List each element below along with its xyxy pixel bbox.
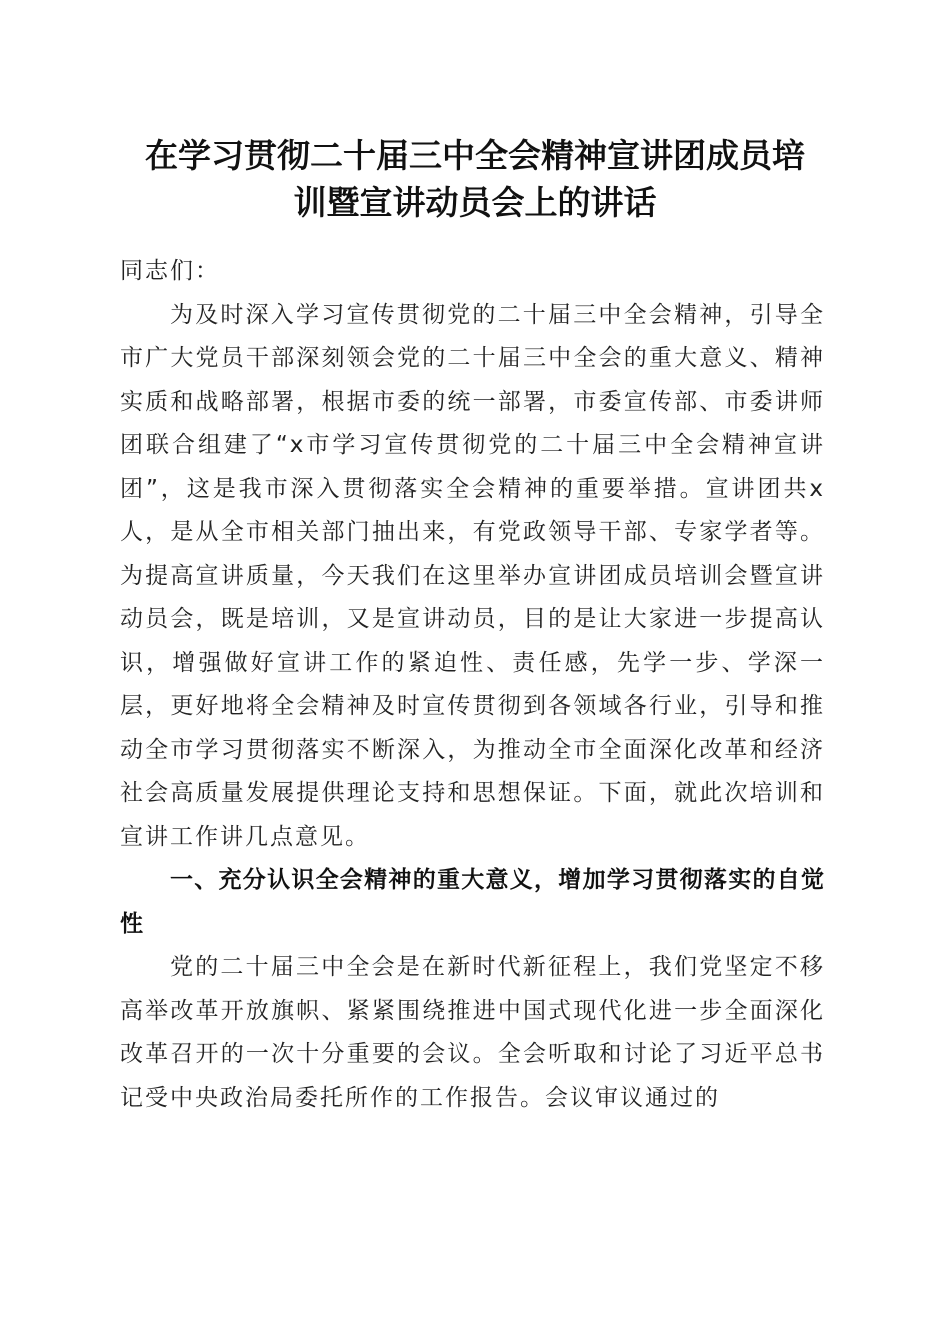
- title-line-1: 在学习贯彻二十届三中全会精神宣讲团成员培: [145, 136, 805, 175]
- section-heading-1: 一、充分认识全会精神的重大意义，增加学习贯彻落实的自觉性: [120, 867, 825, 937]
- document-body: [120, 250, 825, 1120]
- paragraph-intro: 为及时深入学习宣传贯彻党的二十届三中全会精神，引导全市广大党员干部深刻领会党的二十届三中全会的重大意义、精神实质和战略部署，根据市委的统一部署，市委宣传部、市委讲师团联合组建了“x市学习宣传贯彻党的二十届三中全会精神宣讲团”，这是我市深入贯彻落实全会精神的重要举措。宣讲团共x人，是从全市相关部门抽出来，有党政领导干部、专家学者等。为提高宣讲质量，今天我们在这里举办宣讲团成员培训会暨宣讲动员会，既是培训，又是宣讲动员，目的是让大家进一步提高认识，增强做好宣讲工作的紧迫性、责任感，先学一步、学深一层，更好地将全会精神及时宣传贯彻到各领域各行业，引导和推动全市学习贯彻落实不断深入，为推动全市全面深化改革和经济社会高质量发展提供理论支持和思想保证。下面，就此次培训和宣讲工作讲几点意见。: [120, 301, 825, 850]
- salutation: 同志们：: [120, 258, 220, 284]
- title-line-2: 训暨宣讲动员会上的讲话: [293, 183, 657, 222]
- document-title: [110, 132, 840, 226]
- paragraph-section-1: 党的二十届三中全会是在新时代新征程上，我们党坚定不移高举改革开放旗帜、紧紧围绕推进中国式现代化进一步全面深化改革召开的一次十分重要的会议。全会听取和讨论了习近平总书记受中央政治局委托所作的工作报告。会议审议通过的: [120, 954, 825, 1111]
